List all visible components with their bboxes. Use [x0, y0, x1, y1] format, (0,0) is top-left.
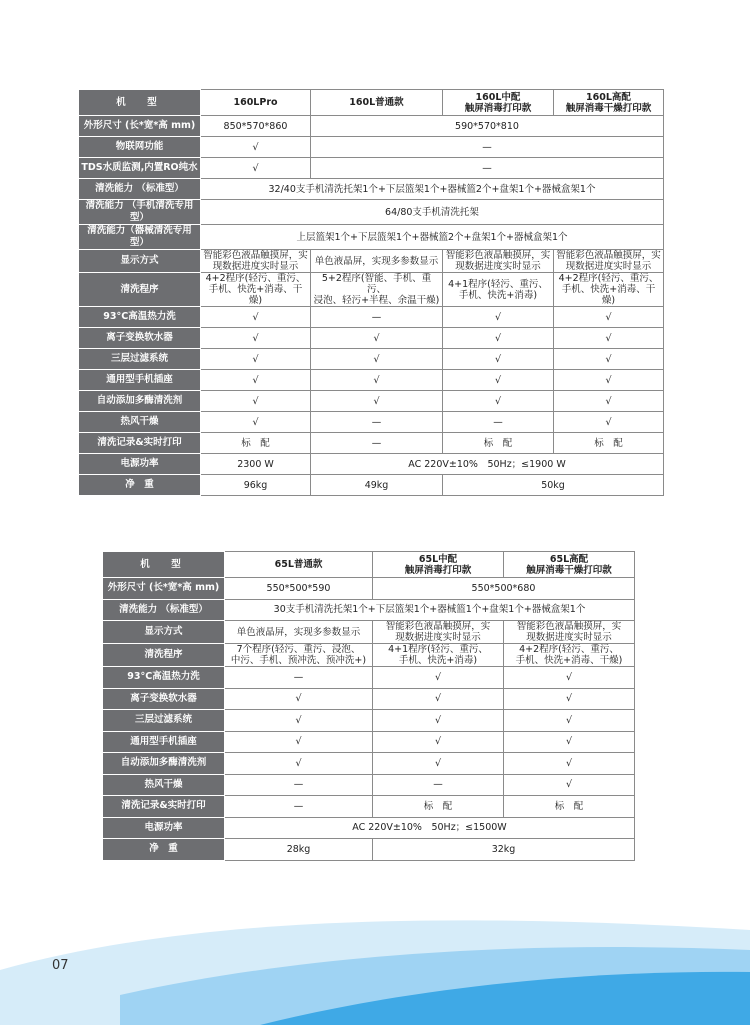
spec-value: 2300 W — [201, 454, 311, 475]
spec-label: 净 重 — [79, 475, 201, 496]
spec-value: 4+1程序(轻污、重污、 手机、快洗+消毒) — [443, 273, 554, 307]
spec-label: 离子变换软水器 — [79, 328, 201, 349]
spec-label: 电源功率 — [103, 817, 225, 839]
spec-value: 智能彩色液晶触摸屏，实 现数据进度实时显示 — [373, 621, 504, 644]
spec-value: 单色液晶屏，实现多参数显示 — [225, 621, 373, 644]
spec-value: √ — [373, 710, 504, 732]
spec-label: 通用型手机插座 — [79, 370, 201, 391]
spec-row — [103, 710, 635, 732]
spec-value: — — [311, 137, 664, 158]
spec-label: 离子变换软水器 — [103, 688, 225, 710]
spec-label: 清洗记录&实时打印 — [79, 433, 201, 454]
spec-row — [103, 731, 635, 753]
spec-value: √ — [225, 753, 373, 775]
spec-value: 7个程序(轻污、重污、浸泡、 中污、手机、预冲洗、预冲洗+) — [225, 644, 373, 667]
spec-value: √ — [201, 137, 311, 158]
spec-value: — — [311, 412, 443, 433]
spec-row — [79, 200, 664, 225]
spec-label: TDS水质监测,内置RO纯水 — [79, 158, 201, 179]
spec-value: √ — [225, 688, 373, 710]
spec-value: √ — [504, 710, 635, 732]
spec-label: 显示方式 — [103, 621, 225, 644]
spec-value: — — [443, 412, 554, 433]
spec-label: 外形尺寸 (长*宽*高 mm) — [103, 578, 225, 600]
spec-value: √ — [373, 753, 504, 775]
page-number: 07 — [52, 958, 69, 973]
spec-value: √ — [554, 391, 664, 412]
spec-row — [79, 349, 664, 370]
spec-row — [79, 433, 664, 454]
spec-value: — — [225, 774, 373, 796]
spec-value: 智能彩色液晶触摸屏，实 现数据进度实时显示 — [443, 250, 554, 273]
spec-value: √ — [201, 412, 311, 433]
spec-value: 30支手机清洗托架1个+下层篮架1个+器械篮1个+盘架1个+器械盒架1个 — [225, 599, 635, 621]
model-name: 160L中配 触屏消毒打印款 — [443, 90, 554, 116]
spec-value: 28kg — [225, 839, 373, 861]
spec-value: √ — [443, 370, 554, 391]
spec-value: — — [373, 774, 504, 796]
spec-row — [79, 475, 664, 496]
spec-label: 电源功率 — [79, 454, 201, 475]
spec-label: 清洗记录&实时打印 — [103, 796, 225, 818]
spec-value: 智能彩色液晶触摸屏，实 现数据进度实时显示 — [201, 250, 311, 273]
spec-value: 5+2程序(智能、手机、重污、 浸泡、轻污+半程、余温干燥) — [311, 273, 443, 307]
spec-value: √ — [225, 710, 373, 732]
spec-label: 外形尺寸 (长*宽*高 mm) — [79, 116, 201, 137]
spec-row — [79, 273, 664, 307]
spec-row — [103, 817, 635, 839]
spec-value: √ — [554, 328, 664, 349]
spec-label: 清洗程序 — [79, 273, 201, 307]
spec-value: √ — [201, 158, 311, 179]
spec-value: √ — [554, 412, 664, 433]
spec-label: 93°C高温热力洗 — [79, 307, 201, 328]
spec-value: 上层篮架1个+下层篮架1个+器械篮2个+盘架1个+器械盒架1个 — [201, 225, 664, 250]
spec-value: 4+2程序(轻污、重污、 手机、快洗+消毒、干燥) — [554, 273, 664, 307]
model-name: 160L普通款 — [311, 90, 443, 116]
model-header-label: 机 型 — [79, 90, 201, 116]
spec-value: — — [311, 158, 664, 179]
spec-row — [79, 370, 664, 391]
spec-label: 清洗能力 （标准型） — [103, 599, 225, 621]
spec-row — [79, 137, 664, 158]
spec-label: 通用型手机插座 — [103, 731, 225, 753]
spec-row — [79, 307, 664, 328]
spec-value: √ — [201, 391, 311, 412]
spec-label: 物联网功能 — [79, 137, 201, 158]
spec-value: 32kg — [373, 839, 635, 861]
spec-value: √ — [201, 349, 311, 370]
spec-label: 清洗能力 （标准型） — [79, 179, 201, 200]
spec-row — [103, 621, 635, 644]
spec-value: √ — [504, 688, 635, 710]
spec-label: 清洗能力 （手机清洗专用型） — [79, 200, 201, 225]
spec-label: 显示方式 — [79, 250, 201, 273]
spec-value: √ — [373, 688, 504, 710]
spec-value: √ — [373, 731, 504, 753]
spec-row — [103, 599, 635, 621]
spec-value: √ — [504, 731, 635, 753]
spec-row — [79, 454, 664, 475]
spec-value: √ — [554, 349, 664, 370]
model-name: 160LPro — [201, 90, 311, 116]
spec-row — [79, 116, 664, 137]
spec-value: — — [225, 667, 373, 689]
spec-value: √ — [443, 328, 554, 349]
spec-value: 智能彩色液晶触摸屏，实 现数据进度实时显示 — [504, 621, 635, 644]
spec-row — [79, 391, 664, 412]
spec-value: 标 配 — [201, 433, 311, 454]
spec-value: 标 配 — [373, 796, 504, 818]
spec-value: AC 220V±10% 50Hz；≤1500W — [225, 817, 635, 839]
spec-value: 96kg — [201, 475, 311, 496]
spec-label: 三层过滤系统 — [103, 710, 225, 732]
spec-value: √ — [311, 349, 443, 370]
spec-row — [79, 179, 664, 200]
spec-value: √ — [201, 307, 311, 328]
spec-value: √ — [554, 307, 664, 328]
spec-value: √ — [504, 753, 635, 775]
spec-value: √ — [443, 307, 554, 328]
spec-value: √ — [201, 370, 311, 391]
spec-value: 550*500*590 — [225, 578, 373, 600]
spec-value: 标 配 — [443, 433, 554, 454]
spec-label: 93°C高温热力洗 — [103, 667, 225, 689]
spec-value: √ — [504, 667, 635, 689]
spec-row — [103, 796, 635, 818]
spec-value: — — [225, 796, 373, 818]
spec-value: 4+2程序(轻污、重污、 手机、快洗+消毒、干燥) — [504, 644, 635, 667]
spec-value: √ — [504, 774, 635, 796]
spec-label: 自动添加多酶清洗剂 — [79, 391, 201, 412]
spec-value: AC 220V±10% 50Hz；≤1900 W — [311, 454, 664, 475]
spec-label: 热风干燥 — [103, 774, 225, 796]
spec-row — [79, 158, 664, 179]
header-row — [103, 552, 635, 578]
spec-row — [103, 578, 635, 600]
spec-value: — — [311, 307, 443, 328]
spec-value: √ — [311, 391, 443, 412]
model-header-label: 机 型 — [103, 552, 225, 578]
spec-value: √ — [311, 370, 443, 391]
spec-row — [103, 839, 635, 861]
spec-value: 4+2程序(轻污、重污、 手机、快洗+消毒、干燥) — [201, 273, 311, 307]
spec-value: 50kg — [443, 475, 664, 496]
spec-value: √ — [311, 328, 443, 349]
model-name: 65L高配 触屏消毒干燥打印款 — [504, 552, 635, 578]
spec-label: 自动添加多酶清洗剂 — [103, 753, 225, 775]
spec-value: √ — [225, 731, 373, 753]
spec-table-65l — [102, 551, 635, 861]
spec-table-160l — [78, 89, 664, 496]
model-name: 160L高配 触屏消毒干燥打印款 — [554, 90, 664, 116]
spec-value: 850*570*860 — [201, 116, 311, 137]
spec-label: 热风干燥 — [79, 412, 201, 433]
spec-value: 标 配 — [504, 796, 635, 818]
spec-label: 净 重 — [103, 839, 225, 861]
spec-row — [103, 644, 635, 667]
spec-value: √ — [443, 391, 554, 412]
spec-row — [103, 688, 635, 710]
spec-value: 64/80支手机清洗托架 — [201, 200, 664, 225]
spec-row — [103, 774, 635, 796]
spec-value: 550*500*680 — [373, 578, 635, 600]
spec-value: √ — [201, 328, 311, 349]
model-name: 65L普通款 — [225, 552, 373, 578]
spec-value: √ — [373, 667, 504, 689]
spec-row — [79, 412, 664, 433]
spec-value: — — [311, 433, 443, 454]
spec-value: 单色液晶屏，实现多参数显示 — [311, 250, 443, 273]
spec-row — [79, 250, 664, 273]
spec-row — [103, 667, 635, 689]
spec-row — [79, 225, 664, 250]
spec-value: 49kg — [311, 475, 443, 496]
spec-row — [103, 753, 635, 775]
spec-value: 智能彩色液晶触摸屏，实 现数据进度实时显示 — [554, 250, 664, 273]
spec-row — [79, 328, 664, 349]
header-row — [79, 90, 664, 116]
spec-label: 清洗能力（器械清洗专用型） — [79, 225, 201, 250]
spec-value: 4+1程序(轻污、重污、 手机、快洗+消毒) — [373, 644, 504, 667]
spec-value: 590*570*810 — [311, 116, 664, 137]
spec-label: 三层过滤系统 — [79, 349, 201, 370]
spec-value: 32/40支手机清洗托架1个+下层篮架1个+器械篮2个+盘架1个+器械盒架1个 — [201, 179, 664, 200]
spec-value: √ — [554, 370, 664, 391]
spec-label: 清洗程序 — [103, 644, 225, 667]
spec-value: 标 配 — [554, 433, 664, 454]
spec-value: √ — [443, 349, 554, 370]
decorative-wave — [0, 900, 750, 1025]
model-name: 65L中配 触屏消毒打印款 — [373, 552, 504, 578]
